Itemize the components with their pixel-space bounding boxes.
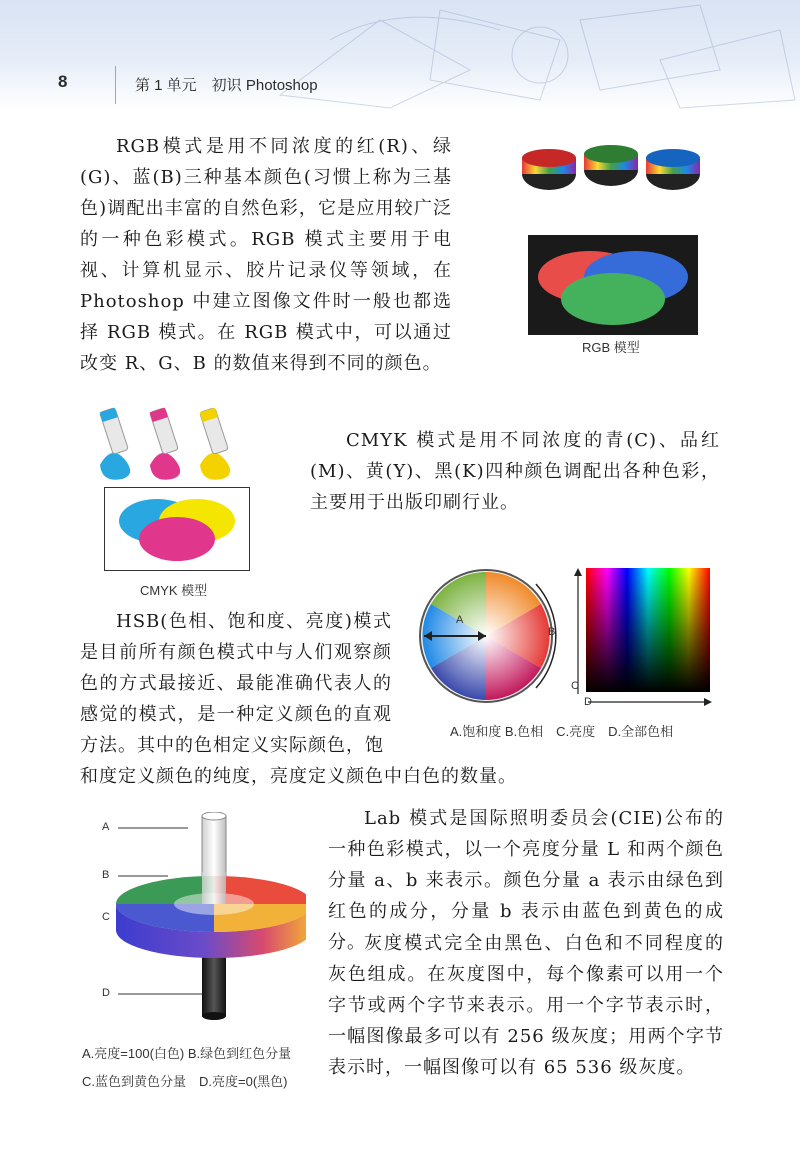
hsb-color-picker-image bbox=[574, 566, 714, 708]
hsb-paragraph: HSB(色相、饱和度、亮度)模式是目前所有颜色模式中与人们观察颜色的方式最接近、最能准确代表人的感觉的模式，是一种定义颜色的直观方法。其中的色相定义实际颜色，饱 bbox=[80, 611, 392, 756]
cmyk-ink-tubes-image bbox=[92, 403, 252, 483]
lab-cylinder-image bbox=[96, 812, 306, 1038]
header-decoration bbox=[240, 0, 800, 110]
cmyk-caption: CMYK 模型 bbox=[140, 583, 208, 598]
page-header bbox=[0, 0, 800, 110]
lab-paragraph: Lab 模式是国际照明委员会(CIE)公布的一种色彩模式，以一个亮度分量 L 和两个颜色分量 a、b 来表示。颜色分量 a 表示由绿色到红色的成分，分量 b 表示由蓝色到黄色的成分。 bbox=[328, 808, 724, 953]
hsb-paragraph-continued: 和度定义颜色的纯度，亮度定义颜色中白色的数量。 bbox=[80, 766, 517, 787]
rgb-model-image bbox=[528, 235, 698, 335]
hsb-label-d: D bbox=[584, 696, 592, 708]
header-divider bbox=[115, 66, 116, 104]
lab-caption-line-2: C.蓝色到黄色分量 D.亮度=0(黑色) bbox=[82, 1074, 288, 1089]
hsb-label-a: A bbox=[456, 614, 464, 626]
hsb-caption: A.饱和度 B.色相 C.亮度 D.全部色相 bbox=[450, 724, 674, 739]
hsb-label-b: B bbox=[548, 626, 556, 638]
lab-label-a: A bbox=[102, 821, 110, 833]
lab-label-d: D bbox=[102, 987, 110, 999]
rgb-caption: RGB 模型 bbox=[582, 340, 640, 355]
cmyk-paragraph: CMYK 模式是用不同浓度的青(C)、品红(M)、黄(Y)、黑(K)四种颜色调配出各种色彩，主要用于出版印刷行业。 bbox=[310, 430, 720, 513]
lab-label-c: C bbox=[102, 911, 110, 923]
rgb-paragraph: RGB模式是用不同浓度的红(R)、绿(G)、蓝(B)三种基本颜色(习惯上称为三基色)调配出丰富的自然色彩，它是应用较广泛的一种色彩模式。RGB 模式主要用于电视、计算机显示、胶片记录仪等领域，在 Photoshop 中建立图像文件时一般也都选择 RGB 模式。在 RGB 模式中，可以通过改变 R、G、B 的数值来得到不同的颜色。 bbox=[80, 136, 452, 374]
hsb-label-c: C bbox=[571, 680, 579, 692]
lab-caption-line-1: A.亮度=100(白色) B.绿色到红色分量 bbox=[82, 1046, 292, 1061]
rgb-pucks-image bbox=[520, 140, 702, 200]
cmyk-model-image bbox=[104, 487, 250, 571]
lab-label-b: B bbox=[102, 869, 110, 881]
chapter-title: 第 1 单元 初识 Photoshop bbox=[135, 77, 318, 94]
page-number: 8 bbox=[58, 72, 68, 91]
grayscale-paragraph: 灰度模式完全由黑色、白色和不同程度的灰色组成。在灰度图中，每个像素可以用一个字节或两个字节来表示。用一个字节表示时，一幅图像最多可以有 256 级灰度；用两个字节表示时，一幅图像可以有 65 536 级灰度。 bbox=[328, 933, 724, 1078]
hsb-hue-wheel-image bbox=[418, 568, 558, 708]
